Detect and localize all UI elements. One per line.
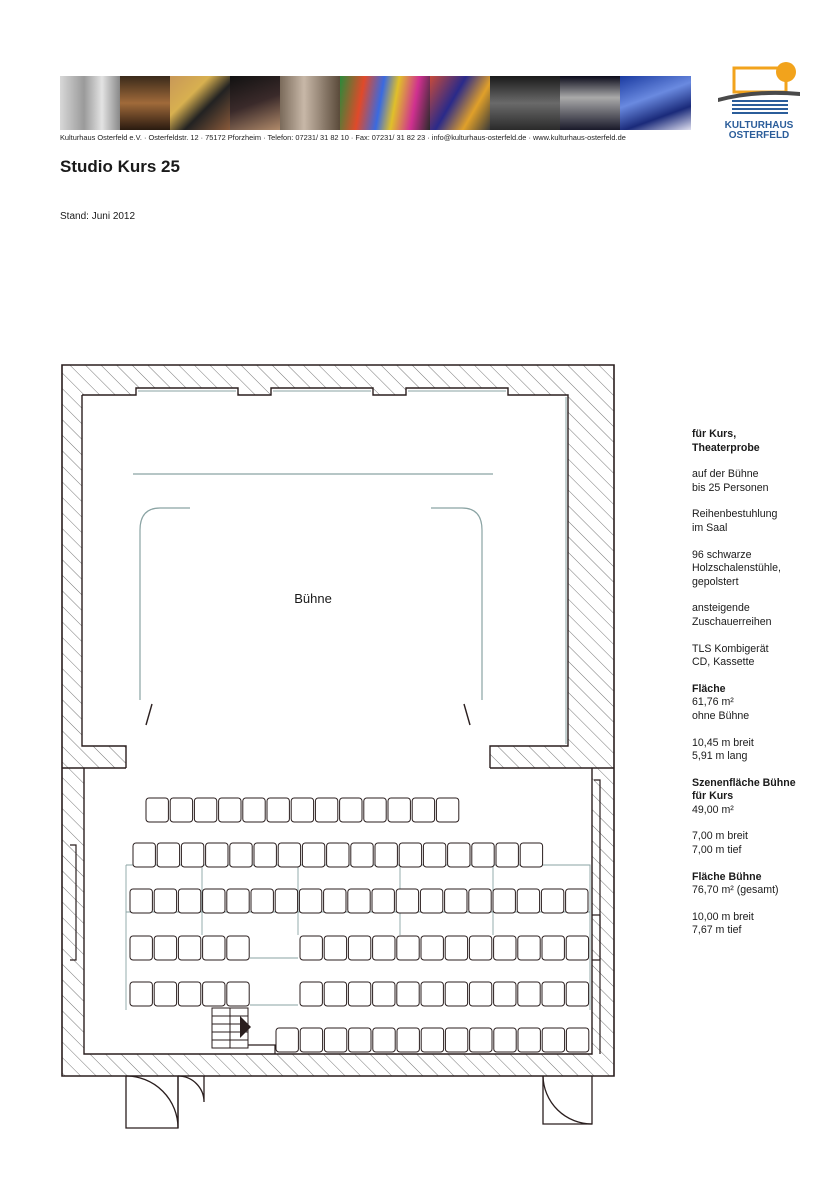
- seat: [542, 936, 564, 960]
- seat: [130, 936, 152, 960]
- seat: [445, 889, 467, 913]
- stairs-landing: [248, 1045, 275, 1054]
- seat: [300, 936, 322, 960]
- scene-area-block: [692, 777, 832, 818]
- seat: [397, 936, 419, 960]
- area-heading: Fläche: [692, 682, 726, 695]
- stage-area-value: 76,70 m² (gesamt): [692, 884, 779, 897]
- seat: [566, 982, 588, 1006]
- logo-text-line2: OSTERFELD: [728, 130, 790, 141]
- seat: [130, 982, 152, 1006]
- seat: [373, 936, 395, 960]
- seat: [302, 843, 324, 867]
- info-line: 7,00 m breit: [692, 830, 748, 843]
- seat: [421, 982, 443, 1006]
- seat: [206, 843, 228, 867]
- seat: [566, 936, 588, 960]
- stage-outline: [82, 388, 568, 768]
- seat: [348, 936, 370, 960]
- seat: [348, 889, 370, 913]
- seat: [299, 889, 321, 913]
- seat: [275, 889, 297, 913]
- seat: [178, 889, 200, 913]
- seat: [541, 889, 563, 913]
- seat: [399, 843, 421, 867]
- stage-markings: [133, 474, 493, 700]
- stage-dimensions-block: [692, 911, 832, 938]
- info-line: 7,00 m tief: [692, 844, 742, 857]
- stairs-arrow-icon: [240, 1016, 251, 1038]
- seat: [420, 889, 442, 913]
- page-title: Studio Kurs 25: [60, 157, 180, 176]
- seat: [227, 889, 249, 913]
- seat: [278, 843, 300, 867]
- info-line: bis 25 Personen: [692, 481, 769, 494]
- proscenium-edges: [146, 704, 470, 725]
- scene-value: 49,00 m²: [692, 803, 734, 816]
- seat: [421, 1028, 443, 1052]
- wall-hatch: [62, 365, 614, 1076]
- stage-area-heading: Fläche Bühne: [692, 870, 762, 883]
- seat-rows: [130, 798, 589, 1052]
- seat: [324, 982, 346, 1006]
- seat: [300, 1028, 322, 1052]
- seat: [154, 936, 176, 960]
- seat: [469, 889, 491, 913]
- seat: [542, 1028, 564, 1052]
- seat: [517, 889, 539, 913]
- room-info-panel: [692, 428, 832, 951]
- seat: [327, 843, 349, 867]
- seat: [291, 798, 313, 822]
- info-line: 10,45 m breit: [692, 736, 754, 749]
- seat: [254, 843, 276, 867]
- seat: [178, 936, 200, 960]
- doors: [126, 1076, 592, 1128]
- seat: [412, 798, 434, 822]
- seat: [472, 843, 494, 867]
- seat: [324, 889, 346, 913]
- seat: [494, 936, 516, 960]
- seat: [133, 843, 155, 867]
- usage-line: für Kurs,: [692, 428, 737, 440]
- info-line: gepolstert: [692, 575, 739, 588]
- scene-dimensions-block: [692, 830, 832, 857]
- seat: [397, 1028, 419, 1052]
- info-line: auf der Bühne: [692, 468, 759, 481]
- seat: [251, 889, 273, 913]
- info-line: 7,67 m tief: [692, 924, 742, 937]
- seat: [421, 936, 443, 960]
- seat: [203, 889, 225, 913]
- rows-block: [692, 602, 832, 629]
- seat: [154, 889, 176, 913]
- info-line: 10,00 m breit: [692, 910, 754, 923]
- seat: [351, 843, 373, 867]
- area-value: 61,76 m²: [692, 696, 734, 709]
- seat: [203, 982, 225, 1006]
- seat: [178, 982, 200, 1006]
- seat: [349, 1028, 371, 1052]
- seat: [227, 936, 249, 960]
- outer-wall: [62, 365, 614, 1076]
- seat: [194, 798, 216, 822]
- stage-area-block: [692, 871, 832, 898]
- seat: [518, 936, 540, 960]
- seat: [203, 936, 225, 960]
- seat: [518, 982, 540, 1006]
- stage-windows: [138, 391, 566, 744]
- info-line: im Saal: [692, 521, 728, 534]
- seat: [470, 1028, 492, 1052]
- seat: [469, 936, 491, 960]
- seat: [566, 1028, 588, 1052]
- info-line: ansteigende: [692, 602, 750, 615]
- scene-heading: für Kurs: [692, 790, 734, 803]
- seat: [243, 798, 265, 822]
- seat: [448, 843, 470, 867]
- seat: [181, 843, 203, 867]
- area-dimensions-block: [692, 737, 832, 764]
- contact-address-line: Kulturhaus Osterfeld e.V. · Osterfeldstr. 12 · 75172 Pforzheim · Telefon: 07231/ 31 82 10 · Fax: 07231/ 31 82 23 · info@kulturhaus-osterfeld.de · www.kulturhaus-osterfeld.de: [60, 133, 626, 142]
- seat: [373, 982, 395, 1006]
- seating-block: [692, 508, 832, 535]
- seat: [520, 843, 542, 867]
- info-line: Zuschauerreihen: [692, 615, 772, 628]
- seat: [494, 982, 516, 1006]
- seat: [436, 798, 458, 822]
- info-line: CD, Kassette: [692, 656, 755, 669]
- seat: [493, 889, 515, 913]
- info-line: Reihenbestuhlung: [692, 508, 778, 521]
- seat: [300, 982, 322, 1006]
- seat: [496, 843, 518, 867]
- info-line: Holzschalenstühle,: [692, 562, 781, 575]
- seat: [566, 889, 588, 913]
- seat: [445, 1028, 467, 1052]
- seat: [324, 1028, 346, 1052]
- seat: [340, 798, 362, 822]
- seat: [518, 1028, 540, 1052]
- seat: [396, 889, 418, 913]
- seat: [157, 843, 179, 867]
- seat: [267, 798, 289, 822]
- logo-text-line1: KULTURHAUS: [724, 120, 794, 131]
- seat: [364, 798, 386, 822]
- seat: [445, 982, 467, 1006]
- stage-capacity-block: [692, 468, 832, 495]
- info-line: 5,91 m lang: [692, 750, 748, 763]
- seat: [219, 798, 241, 822]
- stage-label: Bühne: [294, 591, 332, 606]
- seat: [423, 843, 445, 867]
- info-line: ohne Bühne: [692, 709, 750, 722]
- info-line: 96 schwarze: [692, 548, 752, 561]
- seat: [375, 843, 397, 867]
- seat: [154, 982, 176, 1006]
- seat: [324, 936, 346, 960]
- seat: [445, 936, 467, 960]
- seat: [227, 982, 249, 1006]
- seat: [542, 982, 564, 1006]
- seat: [170, 798, 192, 822]
- seat: [373, 1028, 395, 1052]
- seat: [348, 982, 370, 1006]
- seat: [372, 889, 394, 913]
- area-block: [692, 683, 832, 724]
- date-stand: Stand: Juni 2012: [60, 211, 136, 222]
- usage-line: Theaterprobe: [692, 441, 760, 454]
- info-line: TLS Kombigerät: [692, 642, 769, 655]
- scene-heading: Szenenfläche Bühne: [692, 776, 796, 789]
- audio-block: [692, 643, 832, 670]
- chairs-block: [692, 549, 832, 590]
- seat: [397, 982, 419, 1006]
- seat: [276, 1028, 298, 1052]
- seat: [230, 843, 252, 867]
- usage-block: [692, 428, 832, 455]
- seat: [469, 982, 491, 1006]
- seat: [315, 798, 337, 822]
- seat: [388, 798, 410, 822]
- seat: [494, 1028, 516, 1052]
- seat: [146, 798, 168, 822]
- seat: [130, 889, 152, 913]
